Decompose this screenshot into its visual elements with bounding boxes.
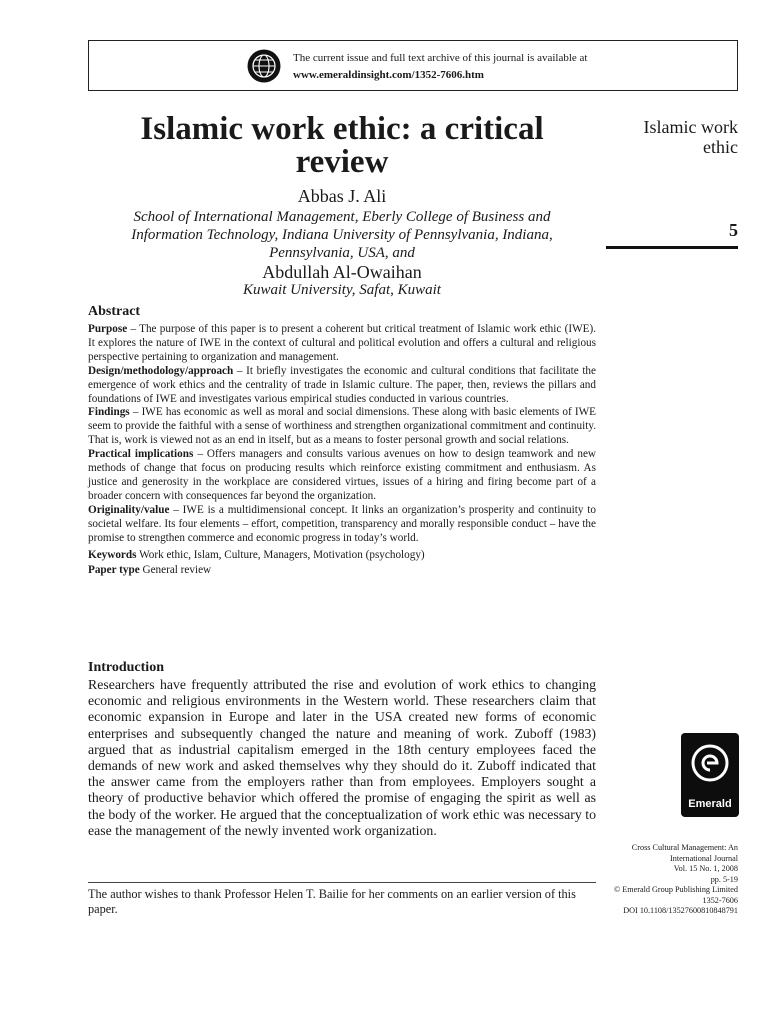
abstract-purpose: Purpose – The purpose of this paper is to present a coherent but critical treatment of Islamic work ethic (IWE). It explores the nature of IWE in the context of cultural and political evolution and offers a cultural and religious perspective pertaining to organization and management. (88, 323, 596, 363)
abstract-design: Design/methodology/approach – It briefly investigates the economic and cultural conditions that facilitate the emergence of work ethics and the centrality of trade in Islamic culture. The paper, then, reviews the pillars and foundations of IWE and investigates various empirical studies conducted in various countries. (88, 364, 596, 405)
footnote: The author wishes to thank Professor Helen T. Bailie for her comments on an earlier version of this paper. (88, 887, 576, 916)
journal-url[interactable]: www.emeraldinsight.com/1352-7606.htm (293, 69, 484, 81)
page-number: 5 (729, 220, 738, 240)
introduction-text: Researchers have frequently attributed the rise and evolution of work ethics to changing economic and religious environments in the Western world. These researchers claim that economic expansion in Europe and later in the USA created new forms of economic enterprises and subsequently changed the nature and meaning of work. Zuboff (1983) argued that as industrial capitalism emerged in the 18th century employees faced the demands of new work and asked themselves why they should do it. Zuboff indicated that the answer came from the employers rather than from employees. Employers sought a theory of productive behavior which offered the promise of engaging the spirit as well as the body of the worker. He argued that the conceptualization of work ethic was necessary to ease the management of the newly invented work organization. (88, 677, 596, 838)
abstract-keywords: Keywords Work ethic, Islam, Culture, Managers, Motivation (psychology) (88, 548, 425, 561)
abstract-paper-type: Paper type General review (88, 564, 212, 577)
footnote-divider (88, 882, 596, 883)
emerald-swirl-icon (690, 743, 730, 783)
journal-info: Cross Cultural Management: An International Journal Vol. 15 No. 1, 2008 pp. 5-19 © Emerald Group Publishing Limited 1352-7606 DOI 10.1108/13527600810848791 (613, 843, 738, 915)
running-head: Islamic work ethic (643, 117, 738, 157)
divider (606, 246, 738, 249)
journal-availability-box (88, 40, 738, 91)
author-affiliation: School of International Management, Eberly College of Business and Information Technology, Indiana University of Pennsylvania, Indiana, Pennsylvania, USA, and (131, 209, 553, 261)
abstract-findings: Findings – IWE has economic as well as moral and social dimensions. These along with basic elements of IWE seem to provide the faithful with a sense of worthiness and strengthen organizational commitment and continuity. That is, work is viewed not as an end in itself, but as a means to foster personal growth and social relations. (88, 406, 596, 447)
publisher-name: Emerald (688, 798, 732, 810)
author-name: Abbas J. Ali (297, 186, 387, 206)
availability-text: The current issue and full text archive of this journal is available at (293, 52, 588, 64)
author-name: Abdullah Al-Owaihan (262, 262, 422, 282)
emerald-logo-icon (681, 733, 739, 817)
abstract-heading: Abstract (88, 304, 141, 319)
abstract-originality: Originality/value – IWE is a multidimensional concept. It links an organization’s prosperity and continuity to societal welfare. Its four elements – effort, competition, transparency and morally responsible conduct – have the promise to strengthen commerce and economic progress in today’s world. (88, 503, 596, 544)
abstract-practical: Practical implications – Offers managers and consults various avenues on how to design teamwork and new methods of change that focus on producing results which reinforce existing commitment and enthusiasm. As justice and generosity in the workplace are considered virtues, issues of a hiring and firing become part of a broader concern with consequences far beyond the organization. (88, 448, 596, 502)
author-affiliation: Kuwait University, Safat, Kuwait (243, 282, 441, 298)
paper-title: Islamic work ethic: a critical review (140, 111, 544, 180)
globe-icon (247, 49, 281, 83)
abstract-body (88, 323, 596, 578)
introduction-heading: Introduction (88, 660, 164, 675)
